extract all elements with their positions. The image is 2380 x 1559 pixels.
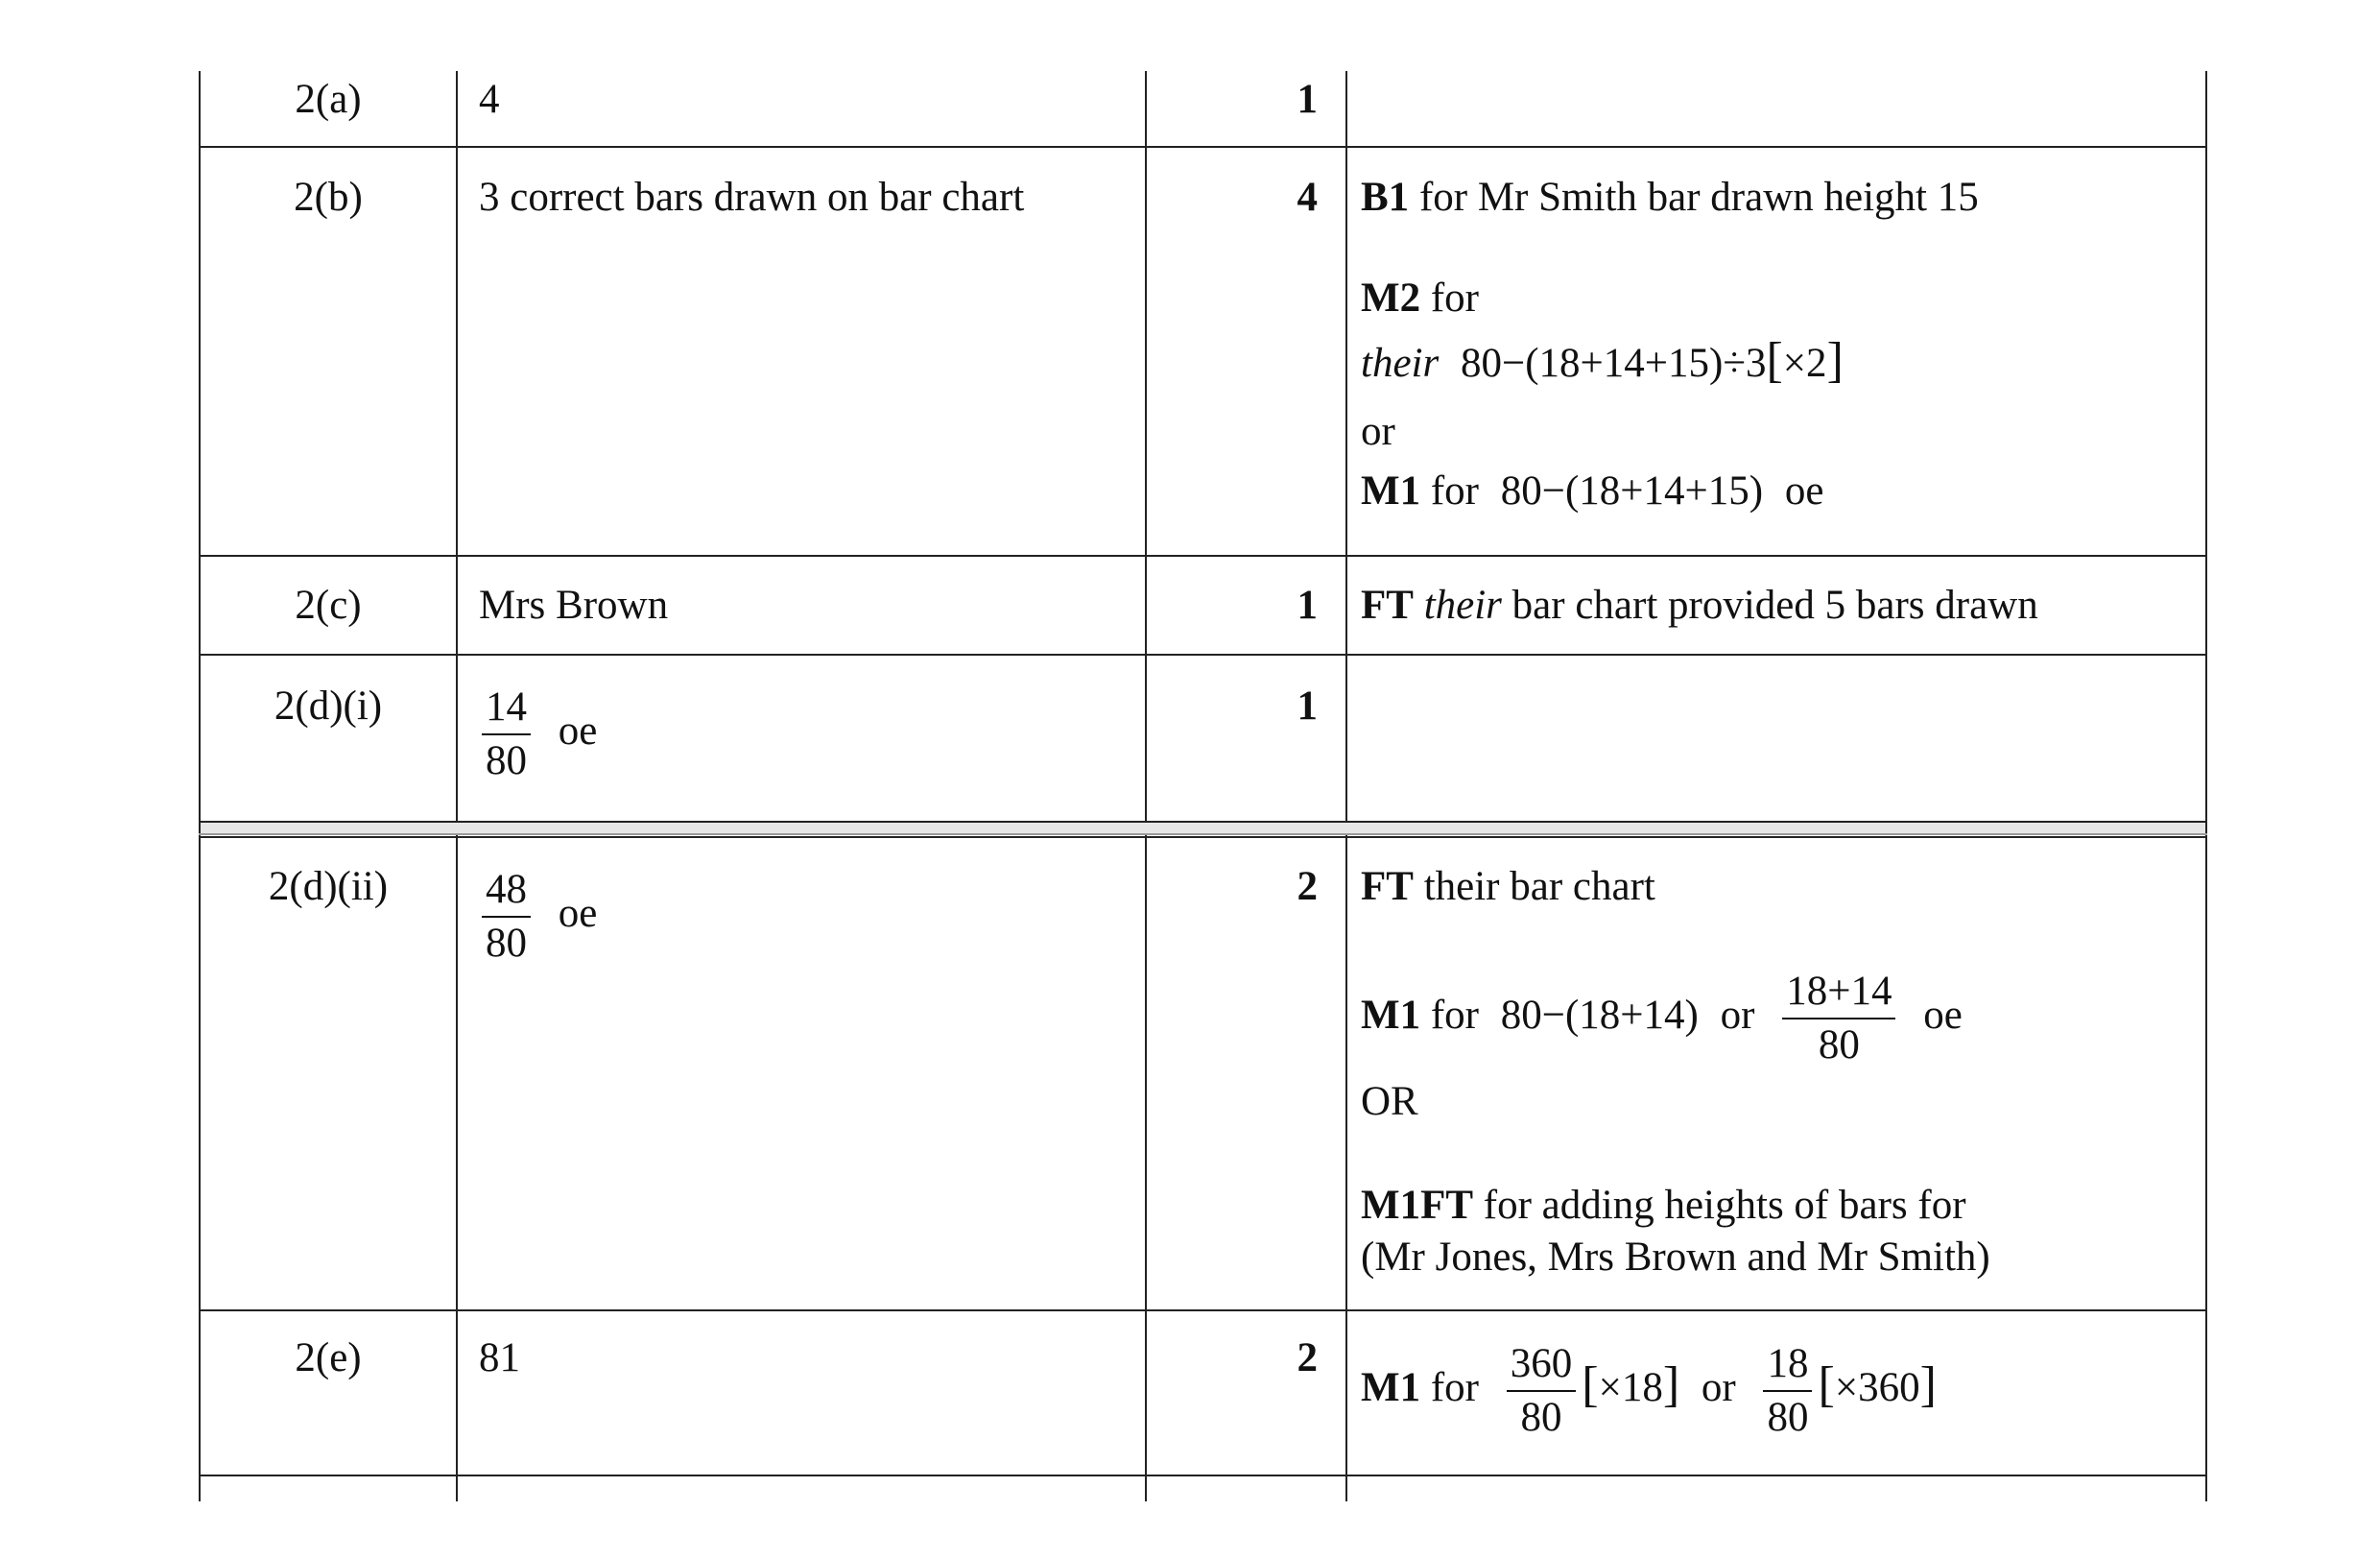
marks-cell: 2 [1297,864,1318,909]
marks-cell: 4 [1297,175,1318,220]
mark-label: M1FT [1361,1183,1474,1228]
guidance-ft [1361,581,2038,631]
answer-cell: 81 [479,1335,520,1380]
fraction-numerator: 18 [1763,1340,1812,1392]
guidance-text: oe [1784,468,1824,514]
guidance-m1 [1361,968,1963,1069]
fraction [1507,1340,1577,1442]
fraction-denominator: 80 [486,738,527,783]
mark-label: FT [1361,583,1414,628]
answer-cell: 3 correct bars drawn on bar chart [479,175,1025,220]
guidance-text: for adding heights of bars for [1483,1183,1966,1228]
column-divider-marks [1145,71,1147,1501]
row-divider [199,654,2207,656]
guidance-text: for [1430,468,1479,514]
guidance-b1 [1361,173,1979,223]
guidance-text: or [1720,992,1755,1038]
guidance-text: or [1701,1364,1736,1410]
table-border-left [199,71,201,1501]
guidance-text: their bar chart [1423,864,1655,909]
question-number: 2(a) [295,77,362,122]
table-border-right [2205,71,2207,1501]
guidance-text: oe [558,708,598,754]
marks-cell: 1 [1297,583,1318,628]
guidance-text: oe [558,890,598,936]
mark-label: M2 [1361,276,1421,321]
math-expression: ×360 [1834,1364,1920,1410]
fraction-denominator: 80 [1818,1022,1860,1067]
their-text: their [1361,341,1440,386]
column-divider-guidance [1345,71,1347,1501]
row-divider [199,146,2207,148]
fraction-denominator: 80 [1520,1395,1562,1440]
fraction [482,866,531,968]
guidance-m2-expression: their 80−(18+14+15)÷3[×2] [1361,333,1844,388]
marks-cell: 2 [1297,1335,1318,1380]
fraction-denominator: 80 [486,921,527,966]
guidance-text: bar chart provided 5 bars drawn [1511,583,2038,628]
mark-label: B1 [1361,175,1410,220]
row-divider [199,1475,2207,1476]
fraction [1763,1340,1812,1442]
answer-cell: 4 [479,77,500,122]
guidance-text: for Mr Smith bar drawn height 15 [1418,175,1979,220]
guidance-m1ft [1361,1181,1966,1231]
marks-cell: 1 [1297,77,1318,122]
guidance-m1: M1 for $\frac{360}{80}$ [×18] or $\frac{18}{80}$ [×360] [1361,1341,1937,1440]
question-number: 2(c) [295,583,362,628]
mark-label: FT [1361,864,1414,909]
math-expression: 80−(18+14+15) [1500,468,1764,514]
answer-fraction [476,866,597,968]
their-text: their [1423,583,1502,628]
row-divider [199,836,2207,838]
answer-cell: Mrs Brown [479,583,669,628]
mark-label: M1 [1361,1364,1421,1410]
fraction-numerator: 48 [482,866,531,918]
guidance-text: for [1430,276,1479,321]
guidance-or: or [1361,409,1395,454]
fraction-numerator: 14 [482,684,531,735]
marks-cell: 1 [1297,684,1318,729]
answer-fraction [476,684,597,785]
mark-label: M1 [1361,468,1421,514]
row-divider [199,555,2207,557]
row-divider [199,833,2207,835]
question-number: 2(d)(i) [274,684,383,729]
column-divider-answer [456,71,458,1501]
question-number: 2(d)(ii) [268,864,389,909]
math-expression: ×18 [1598,1364,1663,1410]
row-divider [199,1309,2207,1311]
guidance-or: OR [1361,1079,1418,1124]
fraction-numerator: 18+14 [1782,968,1895,1019]
math-expression: 80−(18+14) [1500,992,1699,1038]
math-expression: 80−(18+14+15) [1460,341,1724,386]
guidance-text: for [1430,1364,1479,1410]
fraction [482,684,531,785]
mark-label: M1 [1361,992,1421,1038]
fraction [1782,968,1895,1069]
guidance-text: oe [1923,992,1963,1038]
guidance-text: (Mr Jones, Mrs Brown and Mr Smith) [1361,1235,1990,1280]
question-number: 2(e) [295,1335,362,1380]
guidance-m2 [1361,274,1479,324]
fraction-denominator: 80 [1767,1395,1809,1440]
fraction-numerator: 360 [1507,1340,1577,1392]
math-expression: ÷3 [1723,341,1767,386]
question-number: 2(b) [294,175,363,220]
math-expression: ×2 [1782,341,1827,386]
guidance-text: for [1430,992,1479,1038]
guidance-m1 [1361,467,1823,516]
guidance-ft [1361,862,1655,912]
